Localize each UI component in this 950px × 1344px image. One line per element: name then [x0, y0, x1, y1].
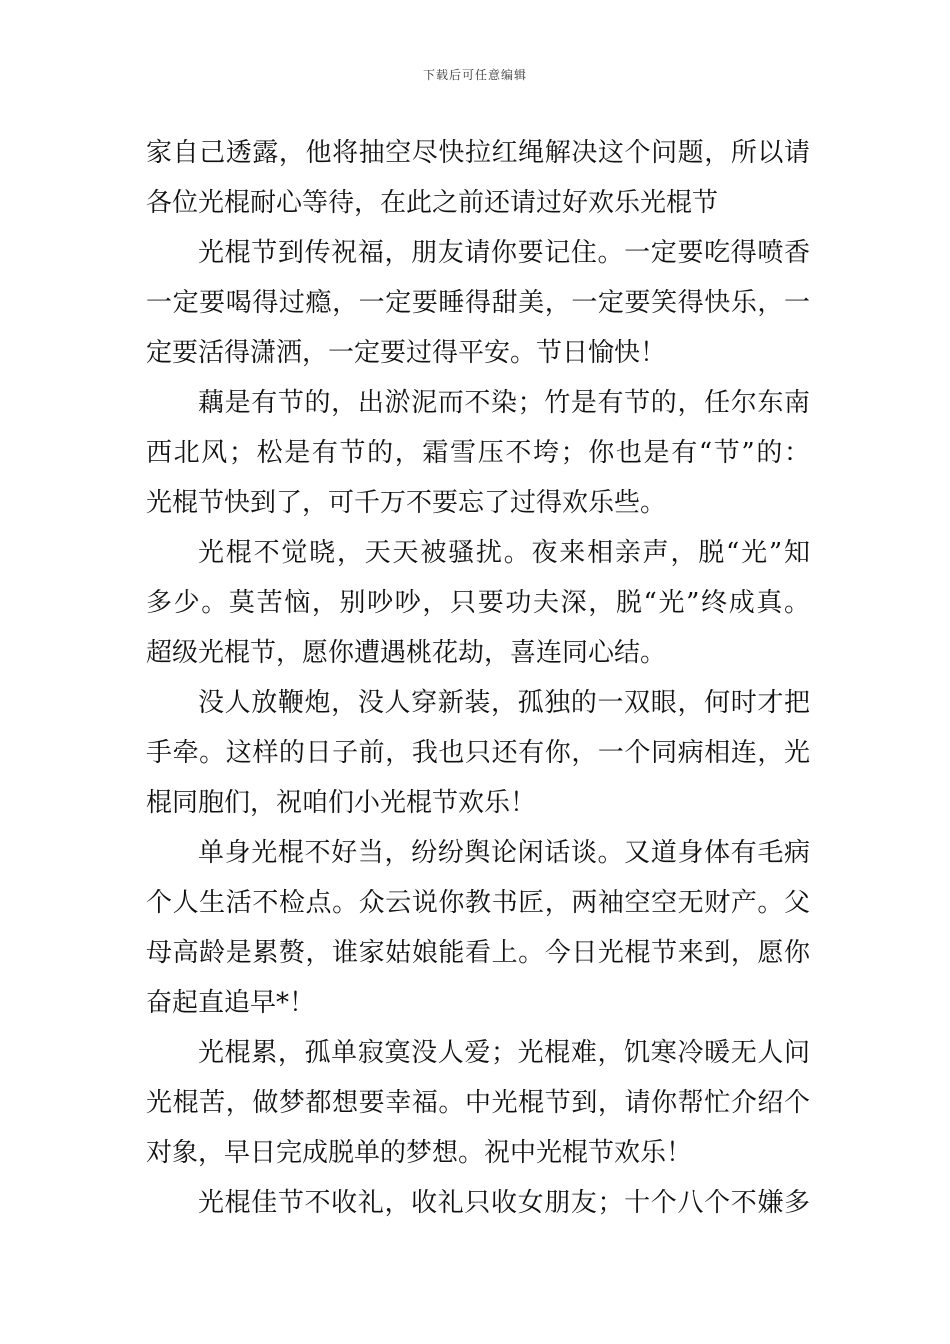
- paragraph: [146, 828, 810, 1028]
- text-line: 藕是有节的，出淤泥而不染；竹是有节的，任尔东南: [198, 388, 810, 418]
- text-line: 母高龄是累赘，谁家姑娘能看上。今日光棍节来到，愿你: [146, 938, 810, 968]
- page-header: 下载后可任意编辑: [422, 68, 527, 82]
- paragraph: [146, 378, 810, 528]
- text-line: 单身光棍不好当，纷纷舆论闲话谈。又道身体有毛病: [198, 838, 810, 868]
- text-line: 光棍累，孤单寂寞没人爱；光棍难，饥寒冷暖无人问: [198, 1038, 810, 1068]
- text-line: 光棍节到传祝福，朋友请你要记住。一定要吃得喷香: [198, 238, 810, 268]
- text-line: 一定要喝得过瘾，一定要睡得甜美，一定要笑得快乐，一: [146, 288, 810, 318]
- text-line: 没人放鞭炮，没人穿新装，孤独的一双眼，何时才把: [198, 688, 810, 718]
- text-line: 西北风；松是有节的，霜雪压不垮；你也是有“节”的：: [146, 438, 810, 468]
- paragraph: [146, 678, 810, 828]
- document-body: [146, 128, 810, 1228]
- text-line: 光棍不觉晓，天天被骚扰。夜来相亲声，脱“光”知: [198, 538, 810, 568]
- text-line: 光棍佳节不收礼，收礼只收女朋友；十个八个不嫌多: [198, 1188, 810, 1218]
- text-line: 手牵。这样的日子前，我也只还有你，一个同病相连，光: [146, 738, 810, 768]
- text-line: 定要活得潇洒，一定要过得平安。节日愉快！: [146, 338, 667, 368]
- text-line: 个人生活不检点。众云说你教书匠，两袖空空无财产。父: [146, 888, 810, 918]
- text-line: 奋起直追早*！: [146, 988, 316, 1018]
- paragraph: [146, 128, 810, 228]
- text-line: 超级光棍节，愿你遭遇桃花劫，喜连同心结。: [146, 638, 667, 668]
- text-line: 对象，早日完成脱单的梦想。祝中光棍节欢乐！: [146, 1138, 693, 1168]
- paragraph: [146, 1178, 810, 1228]
- paragraph: [146, 1028, 810, 1178]
- text-line: 家自己透露，他将抽空尽快拉红绳解决这个问题，所以请: [146, 138, 810, 168]
- text-line: 各位光棍耐心等待，在此之前还请过好欢乐光棍节: [146, 188, 719, 218]
- text-line: 多少。莫苦恼，别吵吵，只要功夫深，脱“光”终成真。: [146, 588, 810, 618]
- text-line: 光棍节快到了，可千万不要忘了过得欢乐些。: [146, 488, 667, 518]
- text-line: 光棍苦，做梦都想要幸福。中光棍节到，请你帮忙介绍个: [146, 1088, 810, 1118]
- paragraph: [146, 228, 810, 378]
- text-line: 棍同胞们，祝咱们小光棍节欢乐！: [146, 788, 537, 818]
- paragraph: [146, 528, 810, 678]
